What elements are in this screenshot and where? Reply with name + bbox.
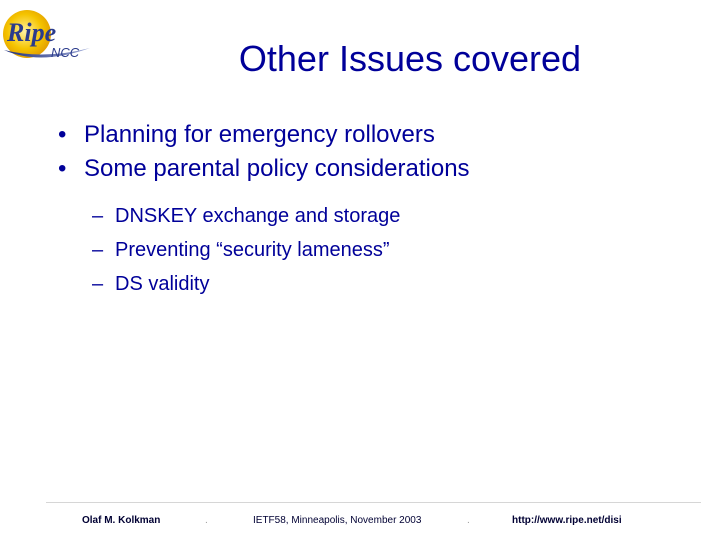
sub-bullet-text: DS validity [115,273,210,295]
bullet-text: Planning for emergency rollovers [84,121,435,148]
sub-bullet-mark: – [92,239,104,261]
logo-top-text: Ripe [7,18,57,47]
bullet-mark: • [58,155,67,182]
footer-separator: . [205,515,208,526]
bullet-list [58,118,470,186]
bullet-item [58,152,470,186]
footer-divider [46,502,701,503]
ripe-ncc-logo-graphic [0,0,100,76]
ripe-ncc-logo [0,0,100,76]
sub-bullet-text: DNSKEY exchange and storage [115,205,401,227]
sub-bullet-item [92,233,400,267]
sub-bullet-text: Preventing “security lameness” [115,239,390,261]
sub-bullet-item [92,199,400,233]
footer-url: http://www.ripe.net/disi [512,515,622,526]
sub-bullet-mark: – [92,273,104,295]
footer-event: IETF58, Minneapolis, November 2003 [253,515,422,526]
bullet-mark: • [58,121,67,148]
sub-bullet-list [92,199,400,301]
sub-bullet-mark: – [92,205,104,227]
footer-author: Olaf M. Kolkman [82,515,161,526]
slide-title: Other Issues covered [238,38,582,79]
bullet-text: Some parental policy considerations [84,155,470,182]
logo-bottom-text: NCC [51,45,80,60]
bullet-item [58,118,470,152]
sub-bullet-item [92,267,400,301]
footer-separator: . [467,515,470,526]
